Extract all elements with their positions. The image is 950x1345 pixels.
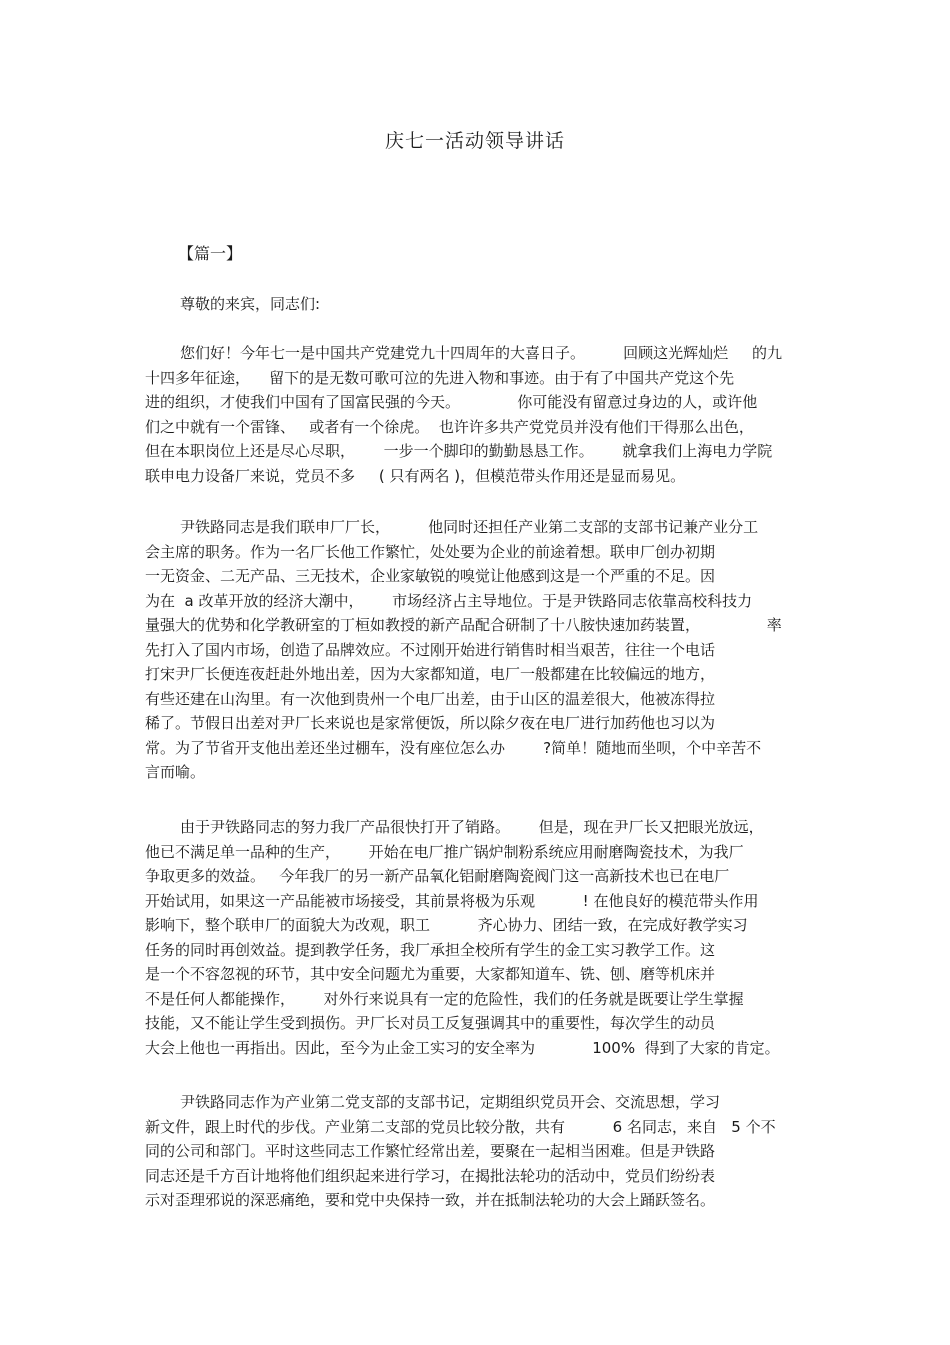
text-line: 十四多年征途， 留下的是无数可歌可泣的先进入物和事迹。由于有了中国共产党这个先	[145, 368, 735, 387]
text-line: 影响下，整个联申厂的面貌大为改观，职工 齐心协力、团结一致，在完成好教学实习	[145, 916, 748, 934]
text-line: 同的公司和部门。平时这些同志工作繁忙经常出差，要聚在一起相当困难。但是尹铁路	[145, 1142, 716, 1160]
text-line: 争取更多的效益。 今年我厂的另一新产品氧化铝耐磨陶瓷阀门这一高新技术也已在电厂	[145, 867, 730, 885]
document-title: 庆七一活动领导讲话	[384, 130, 565, 152]
text-line: 但在本职岗位上还是尽心尽职， 一步一个脚印的勤勤恳恳工作。 就拿我们上海电力学院	[145, 442, 773, 460]
paragraph-1	[145, 341, 810, 488]
text-line: 开始试用，如果这一产品能被市场接受，其前景将极为乐观 ! 在他良好的模范带头作用	[145, 891, 759, 910]
greeting: 尊敬的来宾，同志们:	[180, 295, 321, 313]
text-line: 为在 a 改革开放的经济大潮中， 市场经济占主导地位。于是尹铁路同志依靠高校科技力	[145, 591, 753, 610]
text-line: 不是任何人都能操作， 对外行来说具有一定的危险性，我们的任务就是既要让学生掌握	[145, 989, 744, 1008]
text-line: 会主席的职务。作为一名厂长他工作繁忙，处处要为企业的前途着想。联申厂创办初期	[145, 542, 716, 561]
text-line: 示对歪理邪说的深恶痛绝，要和党中央保持一致，并在抵制法轮功的大会上踊跃签名。	[145, 1191, 716, 1209]
text-line: 一无资金、二无产品、三无技术，企业家敏锐的嗅觉让他感到这是一个严重的不足。因	[145, 567, 716, 585]
text-line: 尹铁路同志是我们联申厂厂长， 他同时还担任产业第二支部的支部书记兼产业分工	[180, 518, 759, 536]
paragraph-3	[145, 815, 810, 1060]
text-line: 由于尹铁路同志的努力我厂产品很快打开了销路。 但是，现在尹厂长又把眼光放远，	[180, 818, 764, 836]
text-line: 常。为了节省开支他出差还坐过棚车，没有座位怎么办 ?简单！随地而坐呗，个中辛苦不	[145, 738, 762, 757]
text-line: 打宋尹厂长便连夜赶赴外地出差，因为大家都知道，电厂一般都建在比较偏远的地方，	[145, 665, 716, 683]
text-line: 大会上他也一再指出。因此，至今为止金工实习的安全率为 100% 得到了大家的肯定。	[145, 1038, 780, 1057]
text-line: 同志还是千方百计地将他们组织起来进行学习，在揭批法轮功的活动中，党员们纷纷表	[145, 1166, 716, 1185]
text-line: 尹铁路同志作为产业第二党支部的支部书记，定期组织党员开会、交流思想，学习	[180, 1093, 721, 1111]
text-line: 先打入了国内市场，创造了品牌效应。不过刚开始进行销售时相当艰苦，往往一个电话	[145, 640, 716, 659]
text-line: 量强大的优势和化学教研室的丁桓如教授的新产品配合研制了十八胺快速加药装置， 率	[145, 616, 782, 634]
section-heading: 【篇一】	[178, 244, 243, 263]
text-line: 技能，又不能让学生受到损伤。尹厂长对员工反复强调其中的重要性，每次学生的动员	[145, 1014, 716, 1032]
text-line: 任务的同时再创效益。提到教学任务，我厂承担全校所有学生的金工实习教学工作。这	[145, 940, 716, 959]
text-line: 联申电力设备厂来说，党员不多 ( 只有两名 )，但模范带头作用还是显而易见。	[145, 466, 686, 485]
paragraph-2	[145, 515, 810, 785]
paragraph-4	[145, 1090, 810, 1213]
text-line: 进的组织，才使我们中国有了国富民强的今天。 你可能没有留意过身边的人，或许他	[145, 393, 758, 411]
text-line: 他已不满足单一品种的生产， 开始在电厂推广锅炉制粉系统应用耐磨陶瓷技术，为我厂	[145, 842, 744, 861]
text-line: 您们好！今年七一是中国共产党建党九十四周年的大喜日子。 回顾这光辉灿烂 的九	[180, 344, 782, 362]
text-line: 稀了。节假日出差对尹厂长来说也是家常便饭，所以除夕夜在电厂进行加药他也习以为	[145, 714, 716, 732]
text-line: 新文件，跟上时代的步伐。产业第二支部的党员比较分散，共有 6 名同志，来自 5 个不	[145, 1117, 776, 1136]
text-line: 们之中就有一个雷锋、 或者有一个徐虎。 也许许多共产党党员并没有他们干得那么出色，	[145, 417, 754, 436]
text-line: 有些还建在山沟里。有一次他到贵州一个电厂出差，由于山区的温差很大，他被冻得拉	[145, 689, 716, 708]
text-line: 言而喻。	[145, 763, 206, 781]
text-line: 是一个不容忽视的环节，其中安全问题尤为重要，大家都知道车、铣、刨、磨等机床并	[145, 965, 716, 983]
